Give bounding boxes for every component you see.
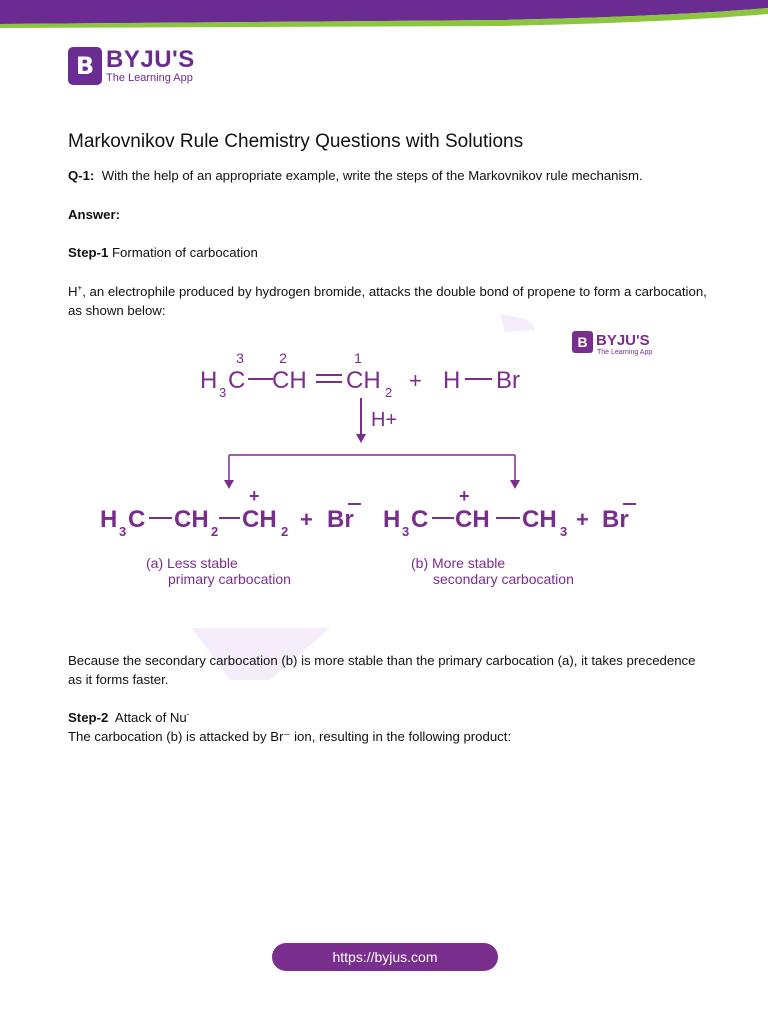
svg-text:+: +	[459, 486, 470, 506]
branch-arrows	[229, 455, 515, 482]
svg-text:3: 3	[560, 524, 568, 539]
reagent-label: H+	[371, 409, 398, 431]
svg-text:+: +	[409, 368, 422, 393]
step1-paragraph: H+, an electrophile produced by hydrogen bromide, attacks the double bond of propene to form a carbocation, as shown below:	[68, 283, 707, 318]
svg-text:Br: Br	[496, 367, 520, 394]
svg-text:C: C	[128, 506, 146, 533]
svg-text:B: B	[577, 334, 588, 350]
svg-text:+: +	[300, 507, 313, 532]
diagram-logo-name: BYJU'S	[596, 332, 650, 349]
carbon-number-3: 3	[236, 350, 244, 366]
label-b-line1: (b) More stable	[411, 555, 506, 571]
step1-heading	[68, 243, 708, 262]
svg-text:+: +	[249, 486, 260, 506]
svg-text:H: H	[443, 367, 461, 394]
svg-text:2: 2	[281, 524, 289, 539]
svg-text:CH: CH	[455, 506, 490, 533]
svg-text:CH: CH	[242, 506, 277, 533]
svg-text:C: C	[228, 367, 246, 394]
logo-name: BYJU'S	[106, 46, 195, 73]
reaction-diagram	[0, 310, 768, 680]
answer-label: Answer:	[68, 207, 121, 222]
question-label: Q-1:	[68, 168, 95, 183]
logo-mark: B	[68, 47, 102, 85]
svg-text:CH: CH	[522, 506, 557, 533]
svg-text:CH: CH	[272, 367, 307, 394]
svg-text:3: 3	[219, 385, 227, 400]
svg-text:3: 3	[119, 524, 127, 539]
svg-text:H: H	[200, 367, 218, 394]
header-swoosh	[0, 0, 768, 30]
reagent-arrow	[356, 398, 397, 443]
step2-text: Attack of Nu	[114, 710, 187, 725]
footer-url-link[interactable]: https://byjus.com	[272, 943, 498, 971]
step2-label: Step-2	[68, 710, 109, 725]
label-a-line2: primary carbocation	[168, 571, 291, 587]
svg-text:+: +	[576, 507, 589, 532]
diagram-logo-tag: The Learning App	[597, 349, 653, 356]
carbon-number-1: 1	[354, 350, 362, 366]
question-text: With the help of an appropriate example, write the steps of the Markovnikov rule mechanism.	[101, 168, 643, 183]
logo-tagline: The Learning App	[106, 72, 193, 84]
svg-text:CH: CH	[174, 506, 209, 533]
step2-paragraph: The carbocation (b) is attacked by Br⁻ ion, resulting in the following product:	[68, 729, 512, 744]
svg-text:Br: Br	[602, 506, 629, 533]
diagram-logo	[572, 331, 652, 356]
carbon-number-2: 2	[279, 350, 287, 366]
svg-text:H: H	[383, 506, 401, 533]
product-b-equation	[383, 486, 636, 539]
arrow-head-b	[510, 480, 520, 489]
page-title: Markovnikov Rule Chemistry Questions with Solutions	[68, 131, 524, 152]
svg-text:2: 2	[385, 385, 393, 400]
conclusion-paragraph: Because the secondary carbocation (b) is more stable than the primary carbocation (a), it takes precedence as it forms faster.	[68, 653, 696, 687]
svg-text:2: 2	[211, 524, 219, 539]
svg-text:H: H	[100, 506, 118, 533]
svg-text:C: C	[411, 506, 429, 533]
svg-text:3: 3	[402, 524, 410, 539]
product-a-equation	[100, 486, 361, 539]
question	[68, 166, 708, 185]
reactant-equation	[200, 367, 520, 400]
step2-heading: Step-2 Attack of Nu-	[68, 709, 190, 725]
label-a-line1: (a) Less stable	[146, 555, 238, 571]
svg-text:CH: CH	[346, 367, 381, 394]
label-b-line2: secondary carbocation	[433, 571, 574, 587]
brand-logo	[68, 47, 195, 85]
svg-text:Br: Br	[327, 506, 354, 533]
arrow-head-a	[224, 480, 234, 489]
step1-label: Step-1	[68, 245, 109, 260]
step1-text: Formation of carbocation	[111, 245, 258, 260]
